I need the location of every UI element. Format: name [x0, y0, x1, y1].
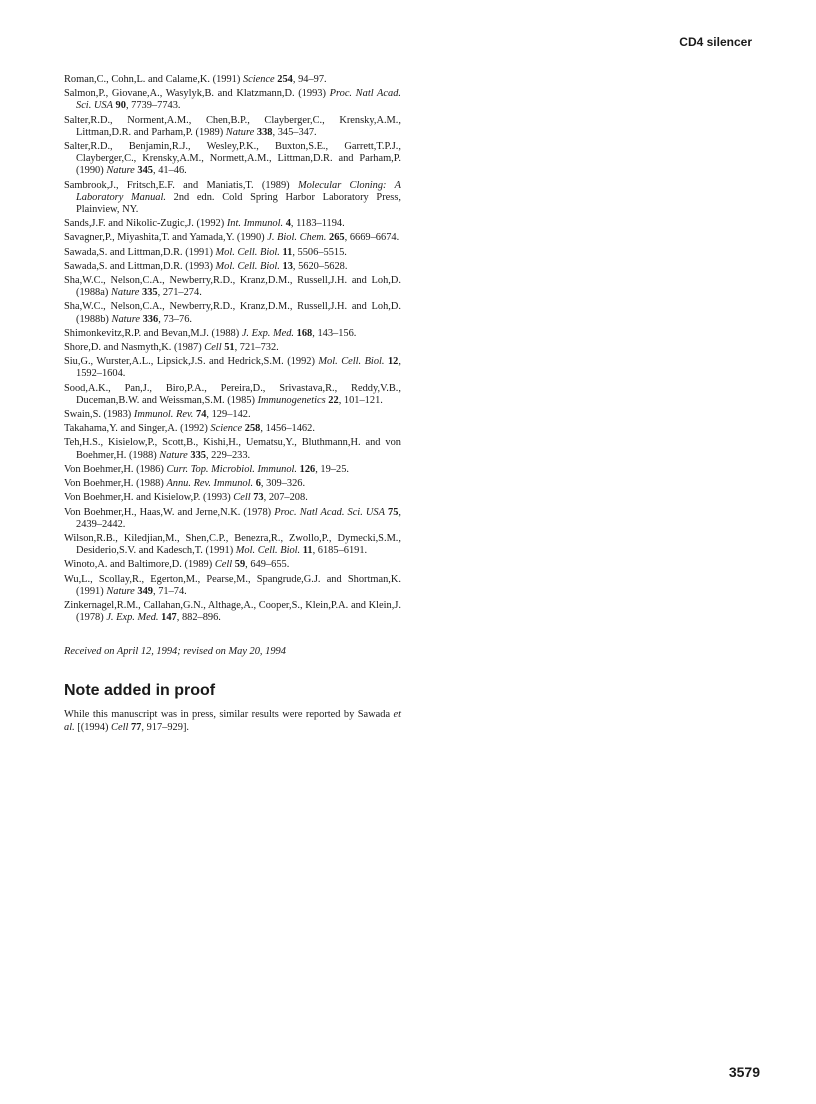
reference-item: Salter,R.D., Norment,A.M., Chen,B.P., Clayberger,C., Krensky,A.M., Littman,D.R. and Parham,P. (1989) Nature 338, 345–347.: [64, 114, 401, 138]
reference-pages: 5620–5628.: [298, 260, 348, 272]
reference-item: Von Boehmer,H. and Kisielow,P. (1993) Cell 73, 207–208.: [64, 492, 308, 504]
reference-journal: Mol. Cell. Biol.: [215, 260, 280, 272]
reference-authors: Swain,S. (1983): [64, 409, 132, 421]
reference-pages: 207–208.: [268, 492, 308, 504]
reference-authors: Sha,W.C., Nelson,C.A., Newberry,R.D., Kranz,D.M., Russell,J.H. and Loh,D. (1988b): [64, 301, 401, 325]
reference-item: Takahama,Y. and Singer,A. (1992) Science 258, 1456–1462.: [64, 423, 315, 435]
reference-pages: 7739–7743.: [131, 100, 181, 112]
reference-volume: 51: [224, 342, 235, 354]
reference-volume: 4: [285, 218, 291, 230]
reference-item: Teh,H.S., Kisielow,P., Scott,B., Kishi,H., Uematsu,Y., Bluthmann,H. and von Boehmer,H. (1988) Nature 335, 229–233.: [64, 437, 401, 461]
note-journal: Cell: [111, 722, 129, 733]
reference-volume: 258: [244, 423, 261, 435]
reference-journal: Immunol. Rev.: [133, 409, 194, 421]
reference-item: Von Boehmer,H. (1986) Curr. Top. Microbiol. Immunol. 126, 19–25.: [64, 463, 349, 475]
reference-journal: Cell: [204, 342, 222, 354]
reference-volume: 349: [137, 585, 153, 597]
note-text: While this manuscript was in press, similar results were reported by Sawada: [64, 709, 394, 720]
reference-authors: Zinkernagel,R.M., Callahan,G.N., Althage,A., Cooper,S., Klein,P.A. and Klein,J. (1978): [64, 599, 401, 624]
reference-item: Sawada,S. and Littman,D.R. (1993) Mol. Cell. Biol. 13, 5620–5628.: [64, 260, 348, 272]
reference-pages: 1183–1194.: [296, 218, 345, 230]
reference-authors: Wilson,R.B., Kiledjian,M., Shen,C.P., Benezra,R., Zwollo,P., Dymecki,S.M., Desiderio,S.V. and Kadesch,T. (1991): [64, 532, 401, 557]
reference-journal: Science: [210, 423, 243, 435]
reference-item: Shore,D. and Nasmyth,K. (1987) Cell 51, 721–732.: [64, 342, 279, 354]
reference-authors: Von Boehmer,H. (1986): [64, 463, 164, 475]
reference-pages: 41–46.: [158, 165, 187, 177]
reference-pages: 345–347.: [277, 126, 317, 138]
reference-authors: Salmon,P., Giovane,A., Wasylyk,B. and Klatzmann,D. (1993): [64, 88, 326, 100]
reference-authors: Takahama,Y. and Singer,A. (1992): [64, 423, 208, 435]
reference-authors: Von Boehmer,H. (1988): [64, 478, 164, 490]
reference-volume: 345: [137, 165, 153, 177]
note-heading: Note added in proof: [64, 682, 216, 699]
reference-pages: 143–156.: [317, 327, 357, 339]
reference-pages: 5506–5515.: [297, 246, 347, 258]
reference-authors: Sambrook,J., Fritsch,E.F. and Maniatis,T. (1989): [64, 179, 290, 191]
reference-item: Siu,G., Wurster,A.L., Lipsick,J.S. and Hedrick,S.M. (1992) Mol. Cell. Biol. 12, 1592–1604.: [64, 356, 401, 380]
reference-journal: Nature: [106, 165, 135, 177]
reference-pages: 271–274.: [162, 287, 202, 299]
reference-journal: Mol. Cell. Biol.: [215, 246, 280, 258]
reference-pages: 1456–1462.: [265, 423, 315, 435]
reference-list: [64, 74, 401, 626]
reference-journal: Proc. Natl Acad. Sci. USA: [274, 506, 385, 518]
reference-authors: Teh,H.S., Kisielow,P., Scott,B., Kishi,H., Uematsu,Y., Bluthmann,H. and von Boehmer,H. (1988): [64, 437, 401, 461]
reference-pages: 721–732.: [239, 342, 279, 354]
reference-authors: Sha,W.C., Nelson,C.A., Newberry,R.D., Kranz,D.M., Russell,J.H. and Loh,D. (1988a): [64, 275, 401, 299]
reference-item: Winoto,A. and Baltimore,D. (1989) Cell 59, 649–655.: [64, 559, 290, 571]
reference-pages: 73–76.: [163, 313, 192, 325]
note-pages: 917–929].: [146, 722, 190, 733]
reference-volume: 335: [190, 449, 206, 461]
reference-pages: 2nd edn. Cold Spring Harbor Laboratory Press, Plainview, NY.: [76, 191, 401, 216]
reference-volume: 254: [277, 74, 293, 85]
reference-volume: 265: [329, 232, 345, 244]
reference-pages: 94–97.: [298, 74, 327, 85]
reference-volume: 73: [253, 492, 264, 504]
reference-pages: 19–25.: [320, 463, 349, 475]
reference-pages: 71–74.: [158, 585, 187, 597]
reference-item: Roman,C., Cohn,L. and Calame,K. (1991) Science 254, 94–97.: [64, 74, 327, 85]
reference-authors: Salter,R.D., Norment,A.M., Chen,B.P., Clayberger,C., Krensky,A.M., Littman,D.R. and Parham,P. (1989): [64, 114, 401, 138]
reference-item: [64, 180, 401, 217]
reference-authors: Sood,A.K., Pan,J., Biro,P.A., Pereira,D., Srivastava,R., Reddy,V.B., Duceman,B.W. and Weissman,S.M. (1985): [64, 382, 401, 406]
reference-journal: Science: [242, 74, 275, 85]
reference-journal: J. Exp. Med.: [241, 327, 295, 339]
reference-authors: Salter,R.D., Benjamin,R.J., Wesley,P.K., Buxton,S.E., Garrett,T.P.J., Clayberger,C., Krensky,A.M., Normett,A.M., Littman,D.R. and Parham,P. (1990): [64, 141, 401, 177]
reference-journal: Nature: [225, 126, 255, 138]
reference-item: Salmon,P., Giovane,A., Wasylyk,B. and Klatzmann,D. (1993) Proc. Natl Acad. Sci. USA 90, 7739–7743.: [64, 88, 401, 112]
running-title: CD4 silencer: [679, 35, 752, 49]
reference-journal: Molecular Cloning: A Laboratory Manual.: [76, 179, 401, 203]
reference-journal: Mol. Cell. Biol.: [235, 545, 301, 557]
reference-item: Sood,A.K., Pan,J., Biro,P.A., Pereira,D., Srivastava,R., Reddy,V.B., Duceman,B.W. and Weissman,S.M. (1985) Immunogenetics 22, 101–121.: [64, 382, 401, 406]
reference-journal: Cell: [214, 559, 233, 571]
reference-authors: Von Boehmer,H. and Kisielow,P. (1993): [64, 492, 231, 504]
reference-authors: Shore,D. and Nasmyth,K. (1987): [64, 342, 202, 354]
reference-volume: 336: [142, 313, 159, 325]
reference-item: Savagner,P., Miyashita,T. and Yamada,Y. (1990) J. Biol. Chem. 265, 6669–6674.: [64, 232, 400, 244]
reference-volume: 75: [388, 506, 399, 518]
reference-journal: Nature: [111, 313, 140, 325]
reference-authors: Siu,G., Wurster,A.L., Lipsick,J.S. and Hedrick,S.M. (1992): [64, 356, 315, 368]
note-volume: 77: [130, 722, 142, 733]
received-dates: Received on April 12, 1994; revised on May 20, 1994: [64, 646, 286, 657]
reference-journal: J. Exp. Med.: [106, 612, 159, 624]
reference-journal: J. Biol. Chem.: [267, 232, 327, 244]
reference-authors: Sands,J.F. and Nikolic-Zugic,J. (1992): [64, 218, 225, 230]
reference-journal: Nature: [159, 449, 188, 461]
note-text-mid: [(1994): [74, 722, 112, 733]
reference-item: Wilson,R.B., Kiledjian,M., Shen,C.P., Benezra,R., Zwollo,P., Dymecki,S.M., Desiderio,S.V. and Kadesch,T. (1991) Mol. Cell. Biol. 11, 6185–6191.: [64, 532, 401, 557]
note-body: While this manuscript was in press, similar results were reported by Sawada et al. [(1994) Cell 77, 917–929].: [64, 709, 401, 733]
reference-item: Sawada,S. and Littman,D.R. (1991) Mol. Cell. Biol. 11, 5506–5515.: [64, 246, 347, 258]
reference-pages: 882–896.: [181, 612, 221, 624]
reference-volume: 168: [296, 327, 313, 339]
reference-pages: 309–326.: [266, 478, 306, 490]
reference-item: Shimonkevitz,R.P. and Bevan,M.J. (1988) J. Exp. Med. 168, 143–156.: [64, 327, 357, 339]
reference-pages: 2439–2442.: [76, 518, 126, 530]
reference-item: Von Boehmer,H. (1988) Annu. Rev. Immunol. 6, 309–326.: [64, 478, 306, 490]
reference-item: Sha,W.C., Nelson,C.A., Newberry,R.D., Kranz,D.M., Russell,J.H. and Loh,D. (1988a) Nature 335, 271–274.: [64, 275, 401, 299]
reference-journal: Cell: [233, 492, 251, 504]
reference-volume: 90: [115, 100, 126, 112]
reference-journal: Mol. Cell. Biol.: [318, 356, 385, 368]
reference-pages: 101–121.: [343, 394, 383, 406]
reference-journal: Nature: [106, 585, 135, 597]
reference-pages: 6185–6191.: [317, 545, 368, 557]
reference-authors: Roman,C., Cohn,L. and Calame,K. (1991): [64, 74, 241, 85]
reference-volume: 11: [282, 246, 293, 258]
reference-item: Von Boehmer,H., Haas,W. and Jerne,N.K. (1978) Proc. Natl Acad. Sci. USA 75, 2439–2442.: [64, 506, 401, 530]
reference-volume: 147: [161, 612, 177, 624]
reference-item: Salter,R.D., Benjamin,R.J., Wesley,P.K., Buxton,S.E., Garrett,T.P.J., Clayberger,C., Krensky,A.M., Normett,A.M., Littman,D.R. and Parham,P. (1990) Nature 345, 41–46.: [64, 141, 401, 177]
reference-pages: 229–233.: [211, 449, 251, 461]
reference-authors: Savagner,P., Miyashita,T. and Yamada,Y. (1990): [64, 232, 265, 244]
reference-pages: 6669–6674.: [349, 232, 400, 244]
note-et-al: et al.: [64, 709, 401, 733]
reference-volume: 335: [142, 287, 158, 299]
reference-volume: 13: [282, 260, 293, 272]
reference-authors: Von Boehmer,H., Haas,W. and Jerne,N.K. (1978): [64, 506, 272, 518]
reference-journal: Curr. Top. Microbiol. Immunol.: [166, 463, 298, 475]
reference-volume: 11: [302, 545, 313, 557]
reference-journal: Nature: [110, 287, 140, 299]
reference-volume: 338: [256, 126, 273, 138]
reference-volume: 74: [196, 409, 207, 421]
reference-journal: Proc. Natl Acad. Sci. USA: [76, 88, 401, 112]
reference-authors: Shimonkevitz,R.P. and Bevan,M.J. (1988): [64, 327, 240, 339]
reference-journal: Annu. Rev. Immunol.: [166, 478, 254, 490]
reference-item: Sha,W.C., Nelson,C.A., Newberry,R.D., Kranz,D.M., Russell,J.H. and Loh,D. (1988b) Nature 336, 73–76.: [64, 301, 401, 325]
reference-authors: Sawada,S. and Littman,D.R. (1993): [64, 260, 213, 272]
reference-journal: Int. Immunol.: [226, 218, 284, 230]
reference-item: Swain,S. (1983) Immunol. Rev. 74, 129–142.: [64, 409, 251, 421]
page-number: 3579: [728, 1064, 760, 1080]
reference-authors: Wu,L., Scollay,R., Egerton,M., Pearse,M., Spangrude,G.J. and Shortman,K. (1991): [64, 573, 401, 597]
reference-volume: 6: [255, 478, 261, 490]
reference-volume: 22: [328, 394, 339, 406]
reference-volume: 126: [299, 463, 316, 475]
reference-item: Sands,J.F. and Nikolic-Zugic,J. (1992) Int. Immunol. 4, 1183–1194.: [64, 218, 345, 230]
reference-pages: 649–655.: [250, 559, 290, 571]
reference-item: Wu,L., Scollay,R., Egerton,M., Pearse,M., Spangrude,G.J. and Shortman,K. (1991) Nature 349, 71–74.: [64, 573, 401, 597]
reference-pages: 1592–1604.: [76, 368, 126, 380]
reference-journal: Immunogenetics: [257, 394, 326, 406]
reference-authors: Sawada,S. and Littman,D.R. (1991): [64, 246, 213, 258]
reference-pages: 129–142.: [211, 409, 251, 421]
reference-authors: Winoto,A. and Baltimore,D. (1989): [64, 559, 213, 571]
reference-volume: 59: [234, 559, 246, 571]
reference-volume: 12: [387, 356, 399, 368]
reference-item: Zinkernagel,R.M., Callahan,G.N., Althage,A., Cooper,S., Klein,P.A. and Klein,J. (1978) J. Exp. Med. 147, 882–896.: [64, 599, 401, 624]
